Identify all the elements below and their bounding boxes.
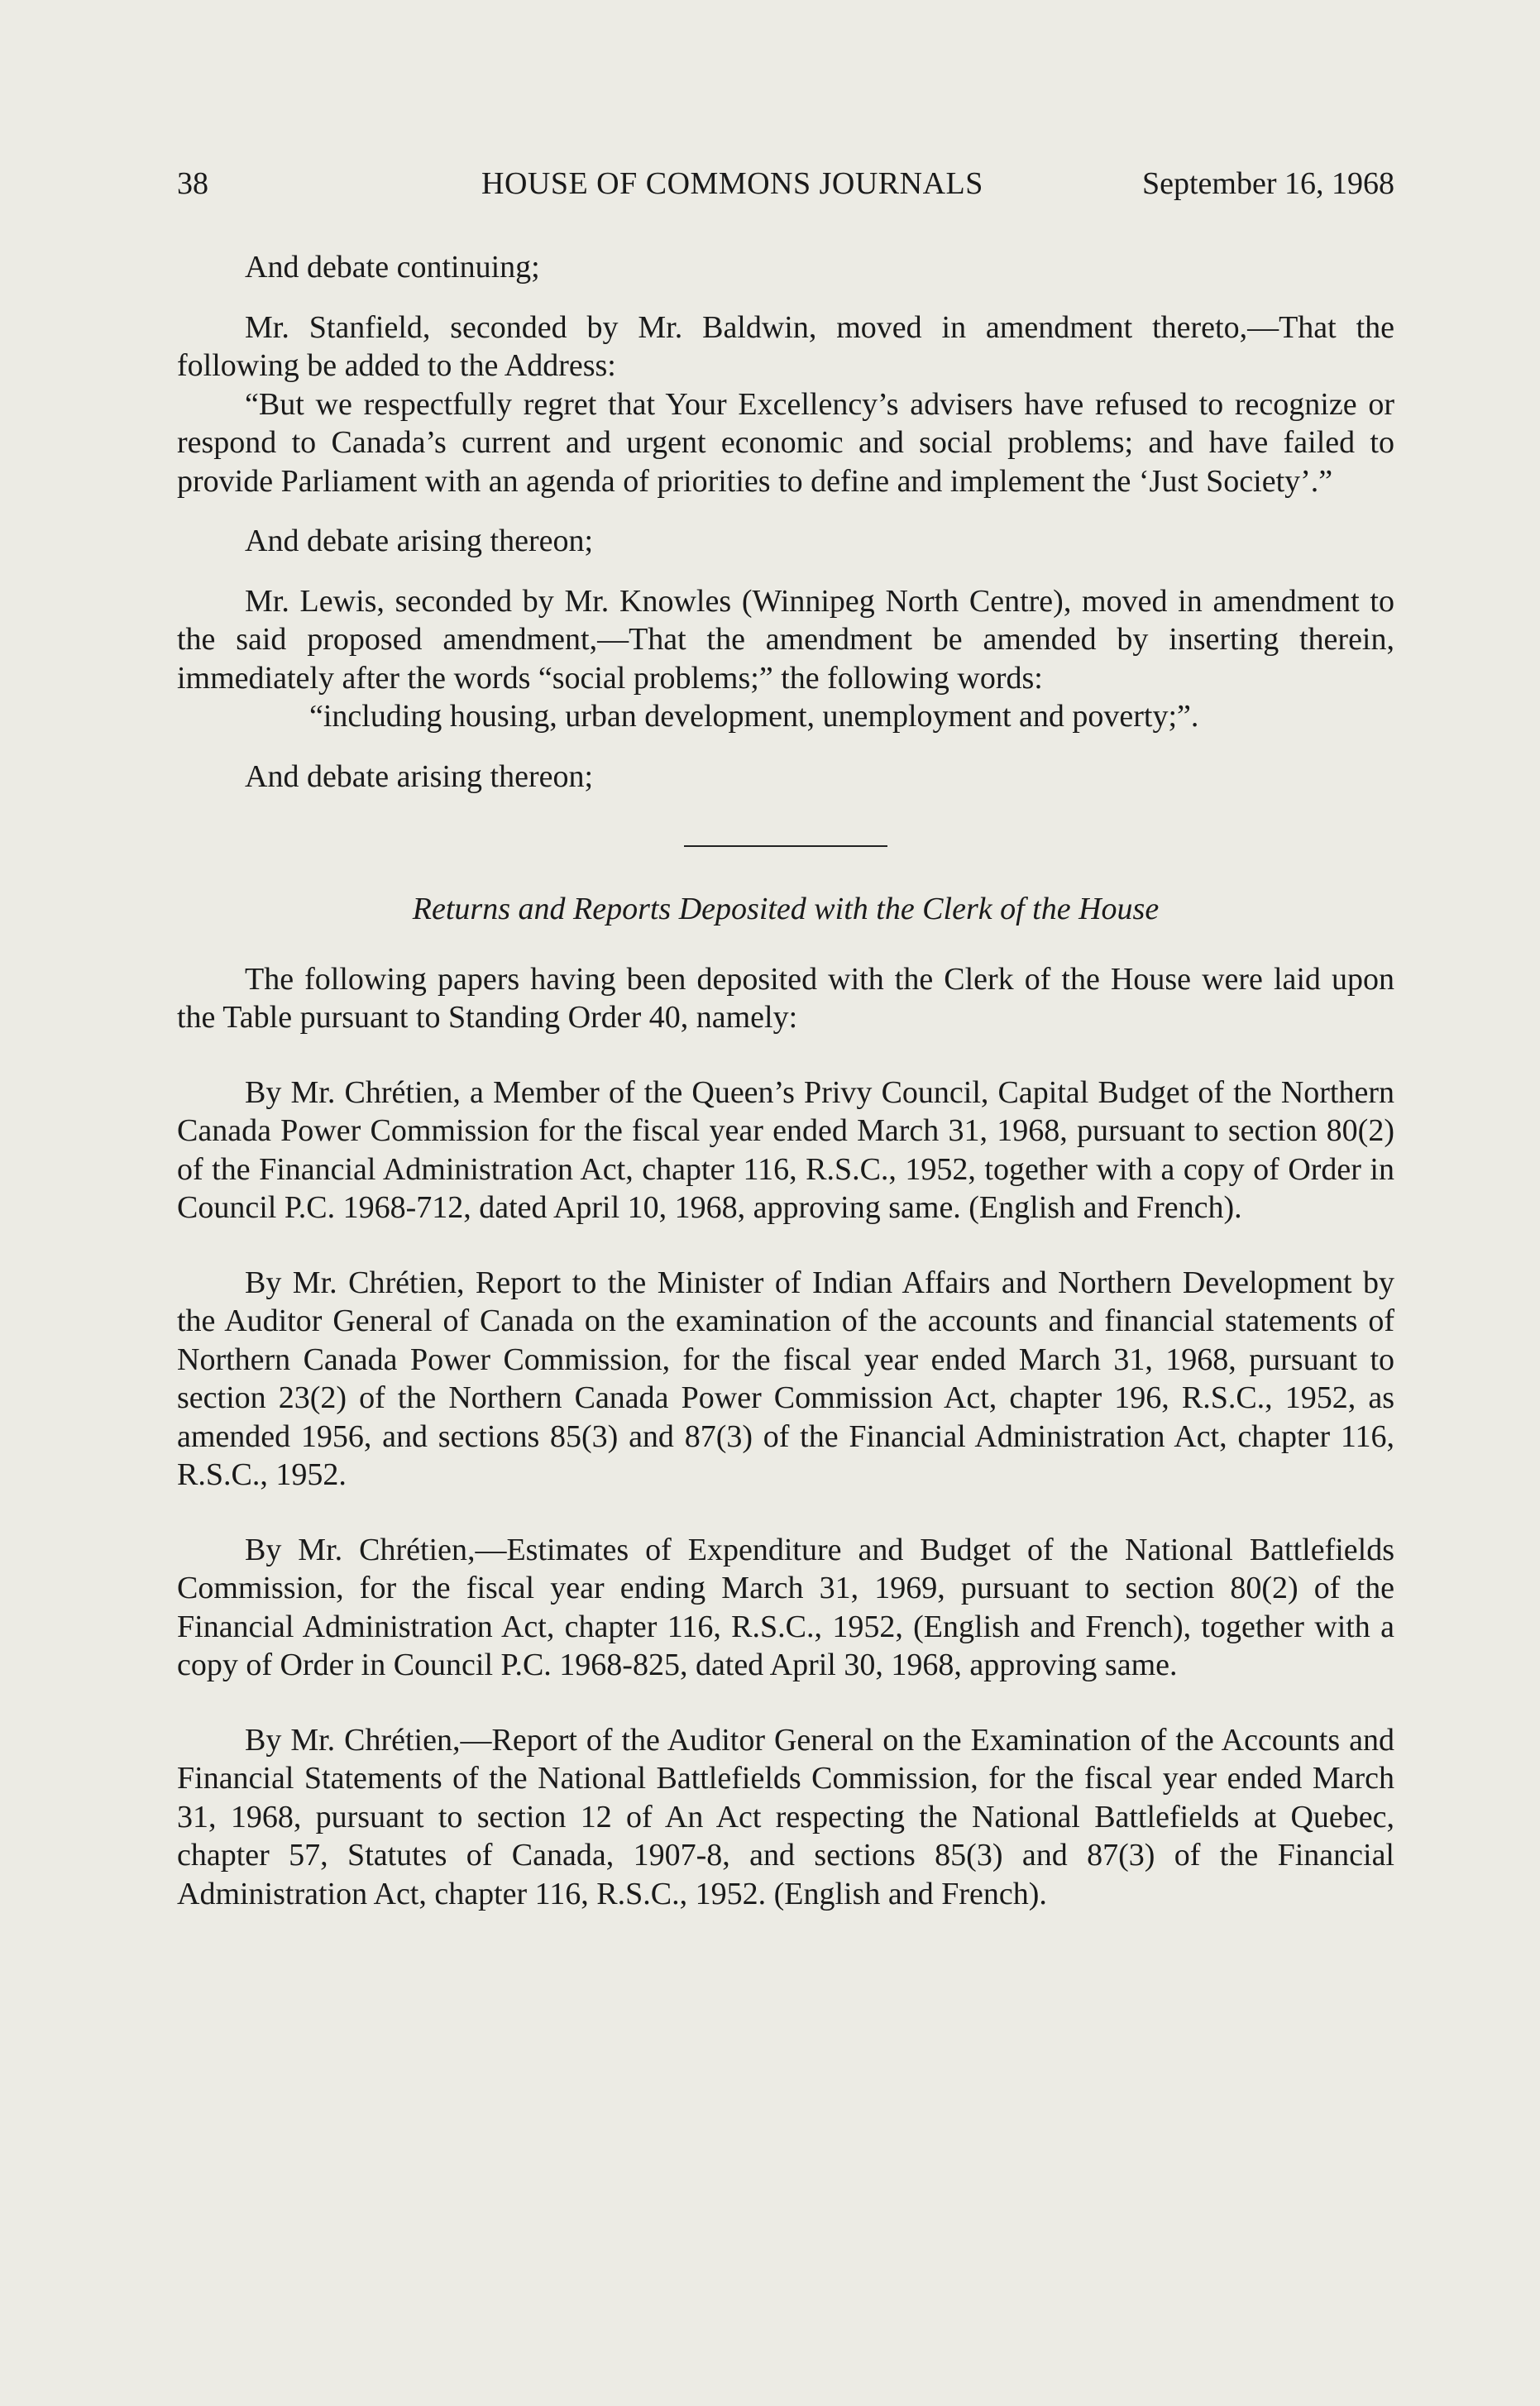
paragraph-debate-arising-2: And debate arising thereon; [245,758,594,794]
journal-body [177,248,1394,1913]
return-item: By Mr. Chrétien, Report to the Minister of Indian Affairs and Northern Development by the Auditor General of Canada on the examination of the accounts and financial statements of Northern Canada Power Commission, for the fiscal year ended March 31, 1968, pursuant to section 23(2) of the Northern Canada Power Commission Act, chapter 196, R.S.C., 1952, as amended 1956, and sections 85(3) and 87(3) of the Financial Administration Act, chapter 116, R.S.C., 1952. [177,1265,1394,1492]
running-header [177,164,1394,203]
paragraph-amendment-quote: “But we respectfully regret that Your Excellency’s advisers have refused to recognize or respond to Canada’s current and urgent economic and social problems; and have failed to provide Parliament with an agenda of priorities to define and implement the ‘Just Society’.” [177,386,1394,499]
section-divider [684,845,887,847]
paragraph-debate-arising-1: And debate arising thereon; [245,524,594,558]
journal-title: HOUSE OF COMMONS JOURNALS [481,166,983,201]
paragraph-lewis-subamendment: Mr. Lewis, seconded by Mr. Knowles (Winnipeg North Centre), moved in amendment to the said proposed amendment,—That the amendment be amended by inserting therein, immediately after the words “social problems;” the following words: [177,583,1394,696]
journal-date: September 16, 1968 [1141,166,1394,201]
section-intro: The following papers having been deposited with the Clerk of the House were laid upon the Table pursuant to Standing Order 40, namely: [177,961,1394,1035]
paragraph-inserted-words: “including housing, urban development, unemployment and poverty;”. [309,699,1199,734]
paragraph-debate-continuing: And debate continuing; [245,250,540,285]
return-item: By Mr. Chrétien, a Member of the Queen’s Privy Council, Capital Budget of the Northern Canada Power Commission for the fiscal year ended March 31, 1968, pursuant to section 80(2) of the Financial Administration Act, chapter 116, R.S.C., 1952, together with a copy of Order in Council P.C. 1968-712, dated April 10, 1968, approving same. (English and French). [177,1074,1394,1225]
return-item: By Mr. Chrétien,—Estimates of Expenditure and Budget of the National Battlefields Commission, for the fiscal year ending March 31, 1969, pursuant to section 80(2) of the Financial Administration Act, chapter 116, R.S.C., 1952, (English and French), together with a copy of Order in Council P.C. 1968-825, dated April 30, 1968, approving same. [177,1532,1394,1682]
paragraph-stanfield-amendment: Mr. Stanfield, seconded by Mr. Baldwin, moved in amendment thereto,—That the following be added to the Address: [177,309,1394,383]
page-number: 38 [177,166,208,201]
return-item: By Mr. Chrétien,—Report of the Auditor General on the Examination of the Accounts and Financial Statements of the National Battlefields Commission, for the fiscal year ended March 31, 1968, pursuant to section 12 of An Act respecting the National Battlefields at Quebec, chapter 57, Statutes of Canada, 1907-8, and sections 85(3) and 87(3) of the Financial Administration Act, chapter 116, R.S.C., 1952. (English and French). [177,1722,1394,1911]
section-heading: Returns and Reports Deposited with the Clerk of the House [412,892,1160,926]
